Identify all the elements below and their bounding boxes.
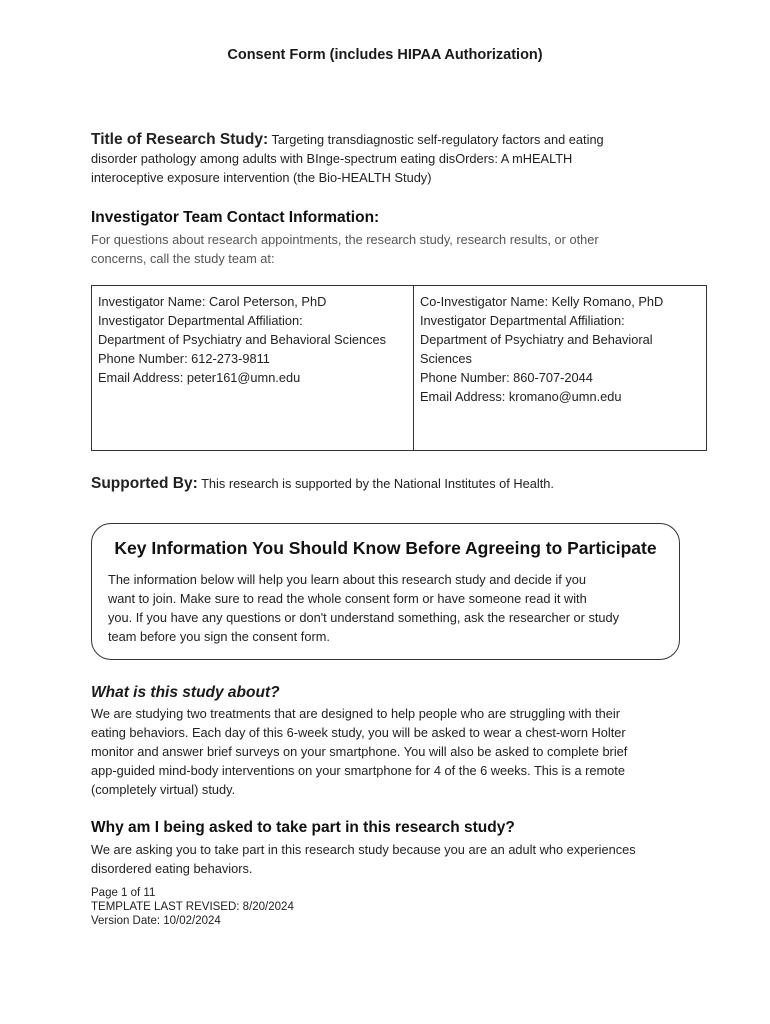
- about-text: [91, 704, 711, 799]
- investigator-name: Investigator Name: Carol Peterson, PhD: [98, 294, 327, 309]
- investigator-affiliation-label: Investigator Departmental Affiliation:: [98, 313, 303, 328]
- contact-intro-line-1: For questions about research appointments, the research study, research results, or other: [91, 232, 599, 247]
- investigator-phone: Phone Number: 612-273-9811: [98, 351, 270, 366]
- about-heading: What is this study about?: [91, 684, 280, 701]
- investigator-cell: [92, 286, 414, 450]
- contact-heading: Investigator Team Contact Information:: [91, 209, 380, 226]
- co-investigator-department: Department of Psychiatry and Behavioral: [420, 332, 653, 347]
- co-investigator-department-cont: Sciences: [420, 351, 472, 366]
- about-line-5: (completely virtual) study.: [91, 782, 236, 797]
- study-title-section: [91, 130, 691, 187]
- key-information-box: [91, 523, 680, 660]
- why-text: [91, 840, 711, 878]
- contact-intro: [91, 230, 711, 268]
- co-investigator-affiliation-label: Investigator Departmental Affiliation:: [420, 313, 625, 328]
- study-title-label: Title of Research Study:: [91, 131, 269, 148]
- supported-by-section: [91, 474, 554, 493]
- key-information-text: [108, 570, 663, 646]
- version-date: Version Date: 10/02/2024: [91, 915, 221, 927]
- key-information-title: Key Information You Should Know Before Agreeing to Participate: [114, 538, 657, 558]
- key-information-line-2: want to join. Make sure to read the whole consent form or have someone read it with: [108, 591, 587, 606]
- document-title: Consent Form (includes HIPAA Authorization): [227, 47, 543, 63]
- why-line-2: disordered eating behaviors.: [91, 861, 253, 876]
- about-line-1: We are studying two treatments that are designed to help people who are struggling with their: [91, 706, 621, 721]
- co-investigator-name: Co-Investigator Name: Kelly Romano, PhD: [420, 294, 664, 309]
- co-investigator-cell: [414, 286, 706, 450]
- page-number: Page 1 of 11: [91, 887, 156, 899]
- study-title-line-3: interoceptive exposure intervention (the Bio-HEALTH Study): [91, 170, 432, 185]
- contact-intro-line-2: concerns, call the study team at:: [91, 251, 275, 266]
- page-footer: [91, 886, 294, 928]
- about-line-4: app-guided mind-body interventions on your smartphone for 4 of the 6 weeks. This is a remote: [91, 763, 625, 778]
- about-line-2: eating behaviors. Each day of this 6-week study, you will be asked to wear a chest-worn Holter: [91, 725, 626, 740]
- why-line-1: We are asking you to take part in this research study because you are an adult who experiences: [91, 842, 636, 857]
- key-information-line-1: The information below will help you learn about this research study and decide if you: [108, 572, 587, 587]
- co-investigator-email[interactable]: Email Address: kromano@umn.edu: [420, 389, 622, 404]
- supported-by-label: Supported By:: [91, 475, 198, 492]
- study-title-line-1: Targeting transdiagnostic self-regulatory factors and eating: [271, 132, 604, 147]
- key-information-line-4: team before you sign the consent form.: [108, 629, 330, 644]
- investigator-email[interactable]: Email Address: peter161@umn.edu: [98, 370, 301, 385]
- contact-table: [91, 285, 707, 451]
- supported-by-text: This research is supported by the National Institutes of Health.: [201, 476, 554, 491]
- investigator-department: Department of Psychiatry and Behavioral Sciences: [98, 332, 387, 347]
- template-revised: TEMPLATE LAST REVISED: 8/20/2024: [91, 901, 294, 913]
- key-information-line-3: you. If you have any questions or don't understand something, ask the researcher or study: [108, 610, 620, 625]
- study-title-line-2: disorder pathology among adults with BInge-spectrum eating disOrders: A mHEALTH: [91, 151, 573, 166]
- about-line-3: monitor and answer brief surveys on your smartphone. You will also be asked to complete brief: [91, 744, 628, 759]
- co-investigator-phone: Phone Number: 860-707-2044: [420, 370, 593, 385]
- why-heading: Why am I being asked to take part in this research study?: [91, 819, 515, 836]
